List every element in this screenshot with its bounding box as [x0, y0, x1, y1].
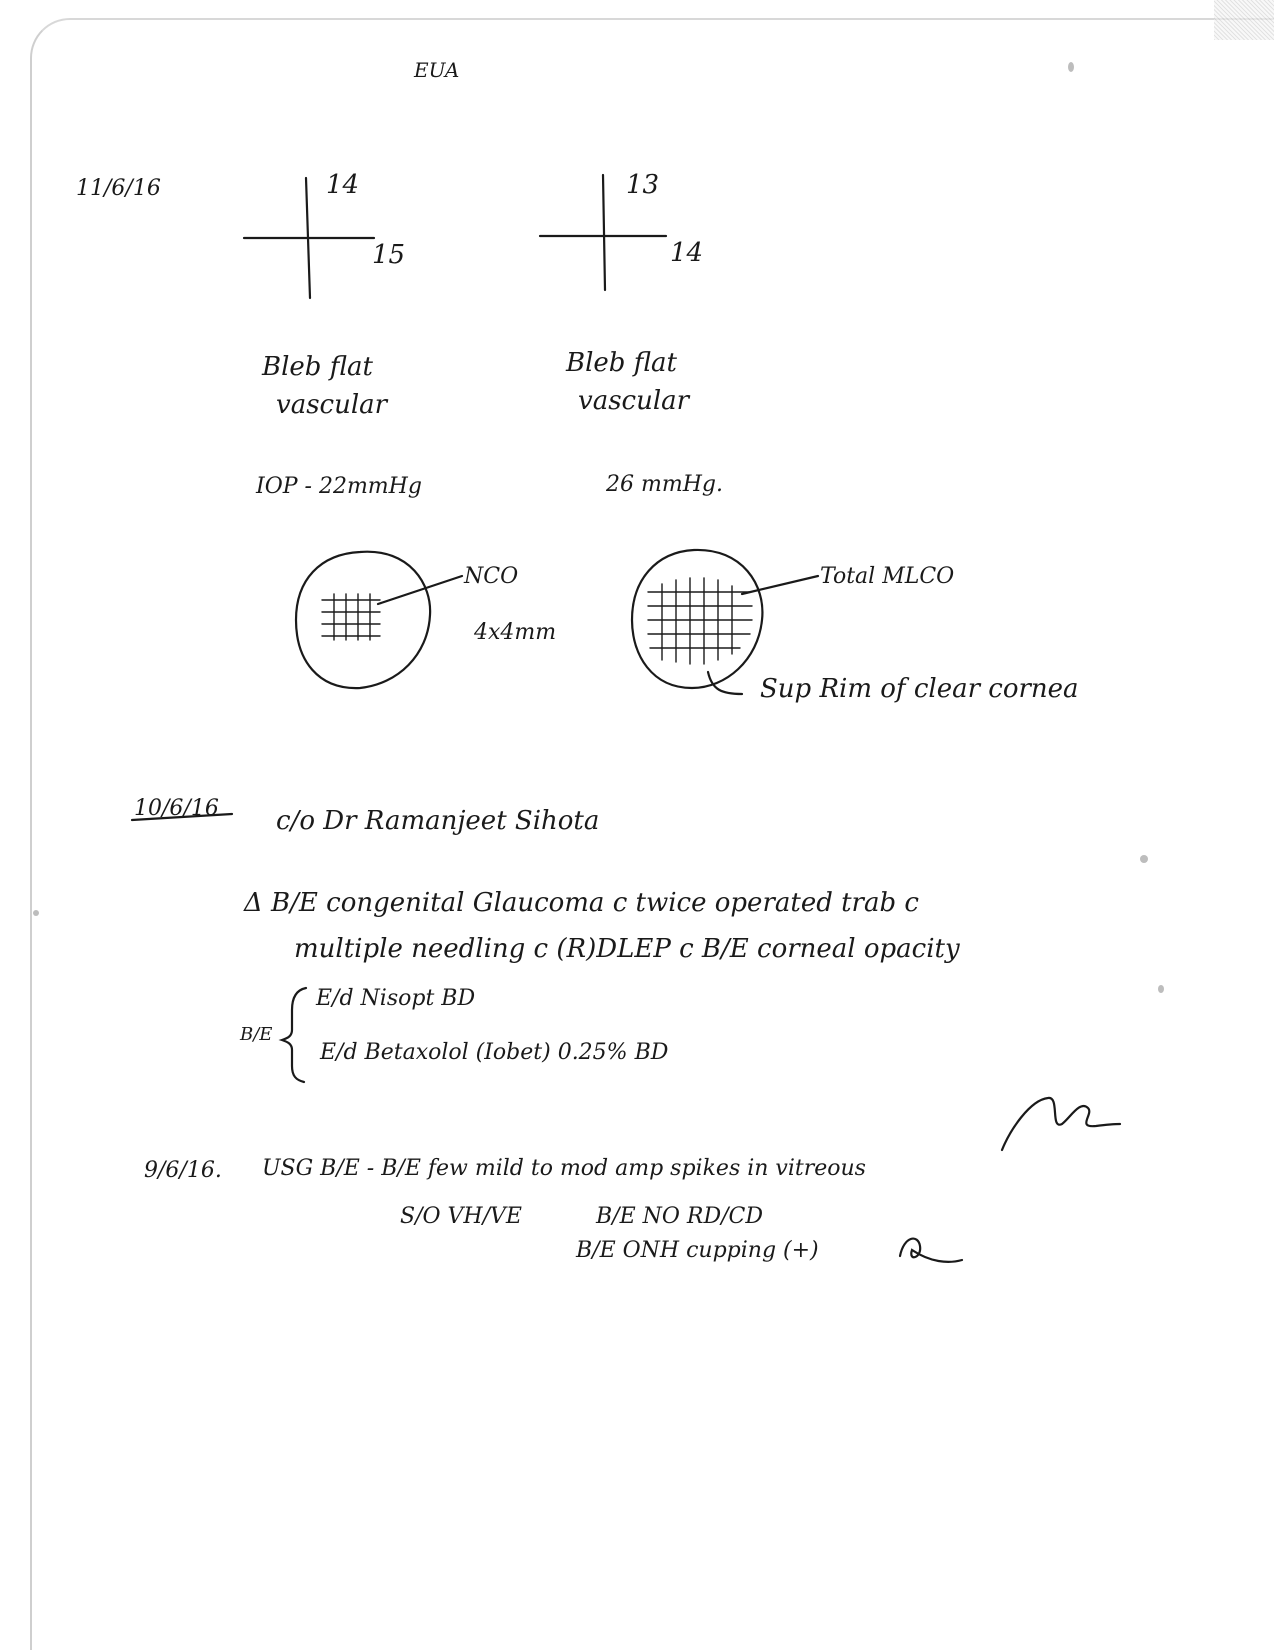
right-eye-axis-top: 14: [326, 170, 360, 200]
left-eye-axis-right: 14: [670, 238, 704, 268]
signature-2: [900, 1239, 962, 1262]
axis-vertical-left-eye: [603, 175, 605, 290]
note1-eye: B/E: [240, 1024, 273, 1045]
note1-diagnosis-line1: Δ B/E congenital Glaucoma c twice operated trab c: [244, 888, 919, 918]
note1-consult: c/o Dr Ramanjeet Sihota: [276, 806, 600, 836]
right-eye-axis-right: 15: [372, 240, 406, 270]
note1-date: 10/6/16: [134, 796, 219, 821]
left-eye-iop: 26 mmHg.: [606, 472, 723, 497]
signature-1: [1002, 1098, 1120, 1150]
note2-so: S/O VH/VE: [400, 1204, 522, 1229]
left-eye-bleb: Bleb flat: [566, 348, 678, 378]
note2-cupping: B/E ONH cupping (+): [576, 1238, 819, 1263]
note2-usg: USG B/E - B/E few mild to mod amp spikes in vitreous: [262, 1156, 866, 1181]
right-eye-cornea-size: 4x4mm: [474, 620, 557, 645]
exam-date: 11/6/16: [76, 176, 161, 201]
pointer-line-nco: [378, 576, 462, 604]
note1-rx2: E/d Betaxolol (Iobet) 0.25% BD: [320, 1040, 669, 1065]
note1-diagnosis-line2: multiple needling c (R)DLEP c B/E corneal opacity: [294, 934, 960, 964]
pointer-line-rim: [708, 672, 742, 694]
note2-date: 9/6/16.: [144, 1158, 222, 1183]
right-eye-bleb: Bleb flat: [262, 352, 374, 382]
left-eye-cornea-note: Sup Rim of clear cornea: [760, 674, 1079, 704]
right-eye-bleb-vascular: vascular: [276, 390, 388, 420]
left-eye-bleb-vascular: vascular: [578, 386, 690, 416]
right-eye-cornea-label: NCO: [464, 564, 519, 589]
opacity-hatch-right-eye: [322, 594, 380, 640]
opacity-hatch-left-eye: [648, 578, 752, 664]
cornea-outline-left-eye: [632, 550, 762, 688]
right-eye-iop: IOP - 22mmHg: [256, 474, 422, 499]
cornea-outline-right-eye: [296, 552, 430, 688]
left-eye-axis-top: 13: [626, 170, 660, 200]
note2-rd: B/E NO RD/CD: [596, 1204, 763, 1229]
note1-rx1: E/d Nisopt BD: [316, 986, 476, 1011]
header-title: EUA: [414, 58, 460, 82]
brace: [282, 988, 306, 1082]
left-eye-cornea-label: Total MLCO: [820, 564, 955, 589]
